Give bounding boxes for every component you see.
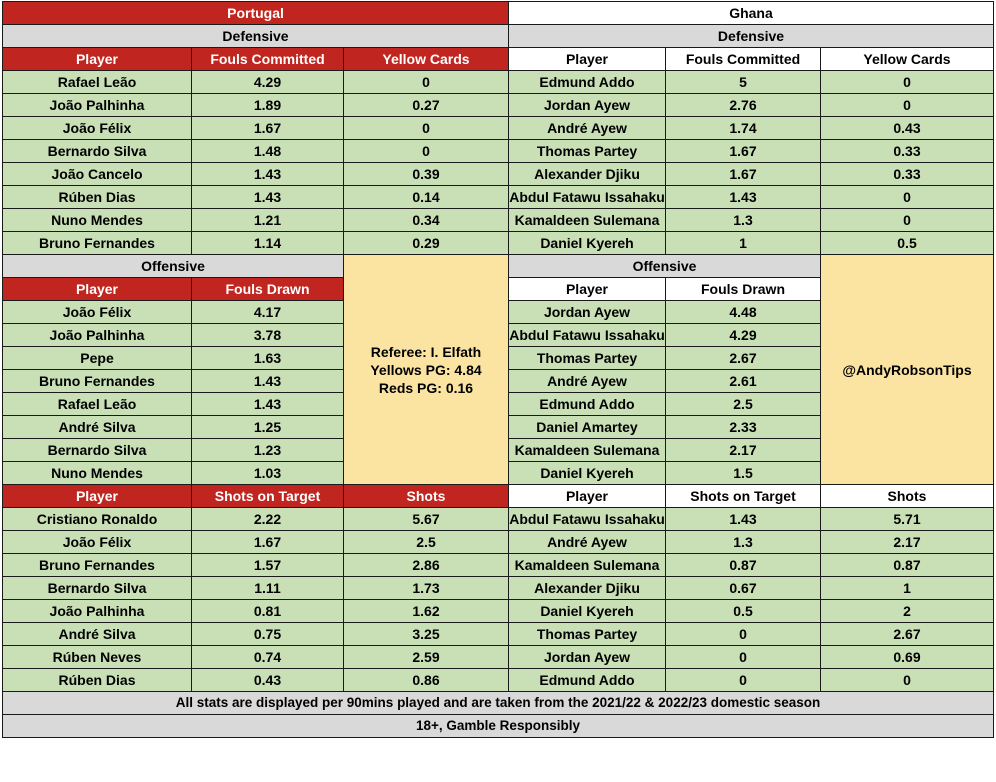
ghana-def-cell: 1.43 bbox=[666, 186, 821, 209]
ghana-off-cell: André Ayew bbox=[509, 370, 666, 393]
portugal-def-cell: Bernardo Silva bbox=[3, 140, 192, 163]
ghana-shot-cell: André Ayew bbox=[509, 531, 666, 554]
ghana-def-cell: 5 bbox=[666, 71, 821, 94]
portugal-shot-cell: Rúben Neves bbox=[3, 646, 192, 669]
ghana-def-header: Yellow Cards bbox=[821, 48, 994, 71]
shots-row bbox=[3, 554, 994, 577]
defensive-row bbox=[3, 232, 994, 255]
team-title-row bbox=[3, 2, 994, 25]
portugal-off-cell: João Palhinha bbox=[3, 324, 192, 347]
portugal-off-header: Fouls Drawn bbox=[192, 278, 344, 301]
ghana-shot-cell: 0.69 bbox=[821, 646, 994, 669]
portugal-shot-cell: 0.74 bbox=[192, 646, 344, 669]
portugal-shot-cell: Rúben Dias bbox=[3, 669, 192, 692]
defensive-row bbox=[3, 209, 994, 232]
ghana-shot-cell: 0 bbox=[666, 646, 821, 669]
ghana-off-cell: 2.61 bbox=[666, 370, 821, 393]
shots-row bbox=[3, 600, 994, 623]
portugal-shot-cell: 0.43 bbox=[192, 669, 344, 692]
ghana-off-cell: 2.17 bbox=[666, 439, 821, 462]
ghana-def-cell: Abdul Fatawu Issahaku bbox=[509, 186, 666, 209]
portugal-defensive-title: Defensive bbox=[3, 25, 509, 48]
ghana-def-cell: 1.74 bbox=[666, 117, 821, 140]
ghana-offensive-title: Offensive bbox=[509, 255, 821, 278]
ghana-off-cell: Thomas Partey bbox=[509, 347, 666, 370]
ghana-def-cell: 0 bbox=[821, 186, 994, 209]
ghana-shot-cell: Abdul Fatawu Issahaku bbox=[509, 508, 666, 531]
portugal-shot-cell: 3.25 bbox=[344, 623, 509, 646]
portugal-shot-cell: Bruno Fernandes bbox=[3, 554, 192, 577]
ghana-off-cell: Daniel Amartey bbox=[509, 416, 666, 439]
defensive-row bbox=[3, 140, 994, 163]
ghana-def-cell: 0.5 bbox=[821, 232, 994, 255]
portugal-shot-cell: 2.59 bbox=[344, 646, 509, 669]
handle-box: @AndyRobsonTips bbox=[821, 255, 994, 485]
portugal-def-cell: João Palhinha bbox=[3, 94, 192, 117]
shots-row bbox=[3, 623, 994, 646]
portugal-def-cell: 0.34 bbox=[344, 209, 509, 232]
defensive-row bbox=[3, 117, 994, 140]
ghana-off-cell: Daniel Kyereh bbox=[509, 462, 666, 485]
ghana-shot-cell: Thomas Partey bbox=[509, 623, 666, 646]
portugal-title: Portugal bbox=[3, 2, 509, 25]
portugal-shot-header: Shots bbox=[344, 485, 509, 508]
portugal-def-cell: 0.39 bbox=[344, 163, 509, 186]
portugal-def-cell: 1.43 bbox=[192, 163, 344, 186]
portugal-def-cell: João Félix bbox=[3, 117, 192, 140]
portugal-shot-cell: 0.86 bbox=[344, 669, 509, 692]
footer-note: All stats are displayed per 90mins played and are taken from the 2021/22 & 2022/23 domestic season bbox=[3, 692, 994, 715]
portugal-shot-cell: João Palhinha bbox=[3, 600, 192, 623]
portugal-shot-cell: Cristiano Ronaldo bbox=[3, 508, 192, 531]
portugal-shot-cell: 2.22 bbox=[192, 508, 344, 531]
ghana-shot-header: Shots on Target bbox=[666, 485, 821, 508]
ghana-shot-cell: 0 bbox=[666, 669, 821, 692]
portugal-off-cell: 1.43 bbox=[192, 393, 344, 416]
portugal-def-cell: 1.48 bbox=[192, 140, 344, 163]
ghana-shot-cell: Daniel Kyereh bbox=[509, 600, 666, 623]
ghana-shot-cell: Alexander Djiku bbox=[509, 577, 666, 600]
portugal-def-cell: 0.14 bbox=[344, 186, 509, 209]
referee-box bbox=[344, 255, 509, 485]
ghana-shot-cell: 1.43 bbox=[666, 508, 821, 531]
ghana-shot-header: Shots bbox=[821, 485, 994, 508]
portugal-shot-cell: 1.73 bbox=[344, 577, 509, 600]
ghana-shot-cell: Edmund Addo bbox=[509, 669, 666, 692]
ghana-def-cell: 0 bbox=[821, 71, 994, 94]
ghana-shot-cell: 2.67 bbox=[821, 623, 994, 646]
defensive-row bbox=[3, 186, 994, 209]
ghana-off-cell: Edmund Addo bbox=[509, 393, 666, 416]
portugal-def-cell: Nuno Mendes bbox=[3, 209, 192, 232]
ghana-shot-cell: 0.87 bbox=[821, 554, 994, 577]
ghana-def-cell: 0 bbox=[821, 94, 994, 117]
portugal-offensive-title: Offensive bbox=[3, 255, 344, 278]
ghana-shot-cell: Jordan Ayew bbox=[509, 646, 666, 669]
portugal-off-cell: Nuno Mendes bbox=[3, 462, 192, 485]
ghana-shot-cell: 2.17 bbox=[821, 531, 994, 554]
portugal-def-cell: 1.14 bbox=[192, 232, 344, 255]
shots-row bbox=[3, 669, 994, 692]
ghana-shot-header: Player bbox=[509, 485, 666, 508]
shots-row bbox=[3, 531, 994, 554]
ghana-off-cell: 2.5 bbox=[666, 393, 821, 416]
ghana-shot-cell: Kamaldeen Sulemana bbox=[509, 554, 666, 577]
ghana-def-cell: Edmund Addo bbox=[509, 71, 666, 94]
portugal-off-cell: Rafael Leão bbox=[3, 393, 192, 416]
shots-row bbox=[3, 646, 994, 669]
ghana-defensive-title: Defensive bbox=[509, 25, 994, 48]
referee-reds: Reds PG: 0.16 bbox=[378, 379, 474, 396]
portugal-off-cell: 3.78 bbox=[192, 324, 344, 347]
portugal-def-cell: 0.27 bbox=[344, 94, 509, 117]
ghana-off-cell: 2.33 bbox=[666, 416, 821, 439]
referee-name: Referee: I. Elfath bbox=[370, 343, 482, 360]
portugal-off-cell: Bernardo Silva bbox=[3, 439, 192, 462]
portugal-shot-cell: 1.57 bbox=[192, 554, 344, 577]
portugal-off-cell: Bruno Fernandes bbox=[3, 370, 192, 393]
ghana-def-cell: 0.33 bbox=[821, 140, 994, 163]
portugal-def-cell: 4.29 bbox=[192, 71, 344, 94]
portugal-shot-cell: 1.62 bbox=[344, 600, 509, 623]
portugal-off-cell: 1.03 bbox=[192, 462, 344, 485]
shots-row bbox=[3, 508, 994, 531]
referee-yellows: Yellows PG: 4.84 bbox=[370, 361, 482, 378]
ghana-off-cell: 4.29 bbox=[666, 324, 821, 347]
ghana-def-header: Fouls Committed bbox=[666, 48, 821, 71]
ghana-def-cell: 1.67 bbox=[666, 140, 821, 163]
ghana-shot-cell: 0.67 bbox=[666, 577, 821, 600]
portugal-def-cell: 0 bbox=[344, 140, 509, 163]
ghana-shot-cell: 0.5 bbox=[666, 600, 821, 623]
portugal-off-cell: 1.23 bbox=[192, 439, 344, 462]
portugal-shot-cell: 0.75 bbox=[192, 623, 344, 646]
portugal-def-cell: 1.89 bbox=[192, 94, 344, 117]
portugal-def-cell: Rúben Dias bbox=[3, 186, 192, 209]
portugal-shot-cell: 2.86 bbox=[344, 554, 509, 577]
ghana-def-cell: 1.3 bbox=[666, 209, 821, 232]
portugal-off-cell: André Silva bbox=[3, 416, 192, 439]
portugal-shot-cell: 5.67 bbox=[344, 508, 509, 531]
ghana-def-cell: Thomas Partey bbox=[509, 140, 666, 163]
portugal-shot-cell: 1.11 bbox=[192, 577, 344, 600]
offensive-title-row bbox=[3, 255, 994, 278]
ghana-off-cell: Jordan Ayew bbox=[509, 301, 666, 324]
portugal-shot-cell: 2.5 bbox=[344, 531, 509, 554]
ghana-def-cell: Kamaldeen Sulemana bbox=[509, 209, 666, 232]
portugal-def-cell: 1.21 bbox=[192, 209, 344, 232]
shots-header-row bbox=[3, 485, 994, 508]
portugal-off-cell: Pepe bbox=[3, 347, 192, 370]
portugal-off-cell: 1.43 bbox=[192, 370, 344, 393]
portugal-off-cell: 1.25 bbox=[192, 416, 344, 439]
portugal-off-header: Player bbox=[3, 278, 192, 301]
ghana-title: Ghana bbox=[509, 2, 994, 25]
portugal-def-cell: Rafael Leão bbox=[3, 71, 192, 94]
portugal-shot-cell: Bernardo Silva bbox=[3, 577, 192, 600]
ghana-off-cell: 4.48 bbox=[666, 301, 821, 324]
ghana-off-cell: Kamaldeen Sulemana bbox=[509, 439, 666, 462]
portugal-def-cell: 0 bbox=[344, 117, 509, 140]
ghana-shot-cell: 0 bbox=[666, 623, 821, 646]
ghana-def-cell: 1.67 bbox=[666, 163, 821, 186]
ghana-def-cell: Jordan Ayew bbox=[509, 94, 666, 117]
portugal-shot-cell: João Félix bbox=[3, 531, 192, 554]
portugal-def-header: Yellow Cards bbox=[344, 48, 509, 71]
ghana-def-cell: Alexander Djiku bbox=[509, 163, 666, 186]
ghana-off-cell: Abdul Fatawu Issahaku bbox=[509, 324, 666, 347]
footer-disclaimer: 18+, Gamble Responsibly bbox=[3, 715, 994, 738]
ghana-off-header: Player bbox=[509, 278, 666, 301]
ghana-def-cell: 0 bbox=[821, 209, 994, 232]
ghana-shot-cell: 0 bbox=[821, 669, 994, 692]
ghana-def-cell: André Ayew bbox=[509, 117, 666, 140]
portugal-shot-cell: André Silva bbox=[3, 623, 192, 646]
portugal-shot-cell: 1.67 bbox=[192, 531, 344, 554]
ghana-def-cell: 2.76 bbox=[666, 94, 821, 117]
ghana-def-cell: 0.33 bbox=[821, 163, 994, 186]
portugal-def-cell: Bruno Fernandes bbox=[3, 232, 192, 255]
portugal-def-header: Fouls Committed bbox=[192, 48, 344, 71]
footer-disclaimer-row bbox=[3, 715, 994, 738]
portugal-def-cell: João Cancelo bbox=[3, 163, 192, 186]
ghana-def-header: Player bbox=[509, 48, 666, 71]
ghana-shot-cell: 1.3 bbox=[666, 531, 821, 554]
defensive-header-row bbox=[3, 48, 994, 71]
ghana-def-cell: 0.43 bbox=[821, 117, 994, 140]
ghana-off-header: Fouls Drawn bbox=[666, 278, 821, 301]
defensive-row bbox=[3, 71, 994, 94]
ghana-def-cell: 1 bbox=[666, 232, 821, 255]
portugal-shot-cell: 0.81 bbox=[192, 600, 344, 623]
shots-row bbox=[3, 577, 994, 600]
defensive-row bbox=[3, 94, 994, 117]
portugal-off-cell: João Félix bbox=[3, 301, 192, 324]
ghana-off-cell: 2.67 bbox=[666, 347, 821, 370]
defensive-row bbox=[3, 163, 994, 186]
portugal-def-header: Player bbox=[3, 48, 192, 71]
ghana-off-cell: 1.5 bbox=[666, 462, 821, 485]
ghana-shot-cell: 2 bbox=[821, 600, 994, 623]
portugal-shot-header: Shots on Target bbox=[192, 485, 344, 508]
portugal-def-cell: 1.43 bbox=[192, 186, 344, 209]
ghana-shot-cell: 5.71 bbox=[821, 508, 994, 531]
portugal-def-cell: 0.29 bbox=[344, 232, 509, 255]
portugal-off-cell: 4.17 bbox=[192, 301, 344, 324]
portugal-def-cell: 1.67 bbox=[192, 117, 344, 140]
ghana-shot-cell: 1 bbox=[821, 577, 994, 600]
portugal-shot-header: Player bbox=[3, 485, 192, 508]
footer-note-row bbox=[3, 692, 994, 715]
portugal-off-cell: 1.63 bbox=[192, 347, 344, 370]
stats-grid bbox=[2, 1, 994, 738]
portugal-def-cell: 0 bbox=[344, 71, 509, 94]
defensive-title-row bbox=[3, 25, 994, 48]
ghana-shot-cell: 0.87 bbox=[666, 554, 821, 577]
ghana-def-cell: Daniel Kyereh bbox=[509, 232, 666, 255]
